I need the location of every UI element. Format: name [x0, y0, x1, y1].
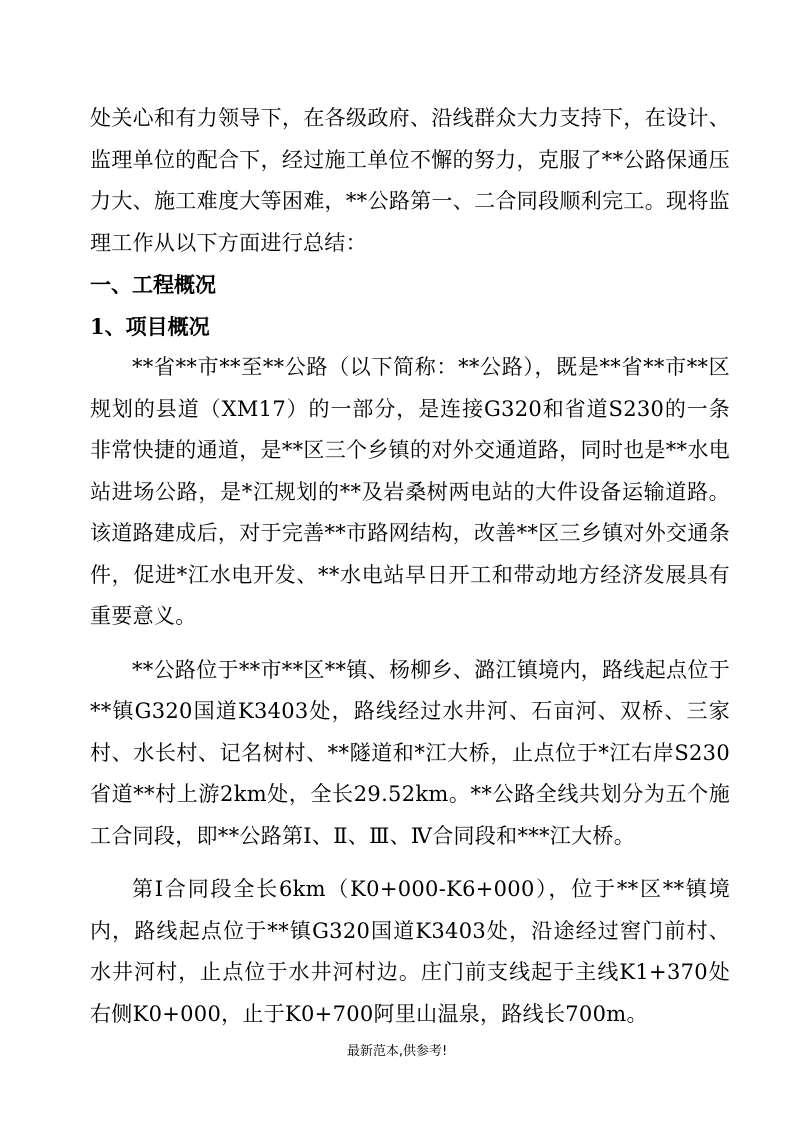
document-body	[90, 98, 730, 1035]
page-footer-note: 最新范本,供参考!	[346, 1044, 448, 1059]
paragraph-route-location: **公路位于**市**区**镇、杨柳乡、潞江镇境内，路线起点位于**镇G320国道K3403处，路线经过水井河、石亩河、双桥、三家村、水长村、记名树村、**隧道和*江大桥，止点位于*江右岸S230省道**村上游2km处，全长29.52km。**公路全线共划分为五个施工合同段，即**公路第Ⅰ、Ⅱ、Ⅲ、Ⅳ合同段和***江大桥。	[90, 657, 730, 848]
paragraph-project-description: **省**市**至**公路（以下简称：**公路），既是**省**市**区规划的县道（XM17）的一部分，是连接G320和省道S230的一条非常快捷的通道，是**区三个乡镇的对外交通道路，同时也是**水电站进场公路，是*江规划的**及岩桑树两电站的大件设备运输道路。该道路建成后，对于完善**市路网结构，改善**区三乡镇对外交通条件，促进*江水电开发、**水电站早日开工和带动地方经济发展具有重要意义。	[90, 355, 730, 628]
section-heading-overview: 一、工程概况	[90, 272, 216, 297]
paragraph-contract-section-1: 第Ⅰ合同段全长6km（K0+000-K6+000），位于**区**镇境内，路线起点位于**镇G320国道K3403处，沿途经过窖门前村、水井河村，止点位于水井河村边。庄门前支线起于主线K1+370处右侧K0+000，止于K0+700阿里山温泉，路线长700m。	[90, 877, 730, 1026]
subsection-heading-project-overview: 1、项目概况	[90, 313, 210, 339]
paragraph-intro: 处关心和有力领导下，在各级政府、沿线群众大力支持下，在设计、监理单位的配合下，经过施工单位不懈的努力，克服了**公路保通压力大、施工难度大等困难，**公路第一、二合同段顺利完工。现将监理工作从以下方面进行总结：	[90, 106, 730, 255]
